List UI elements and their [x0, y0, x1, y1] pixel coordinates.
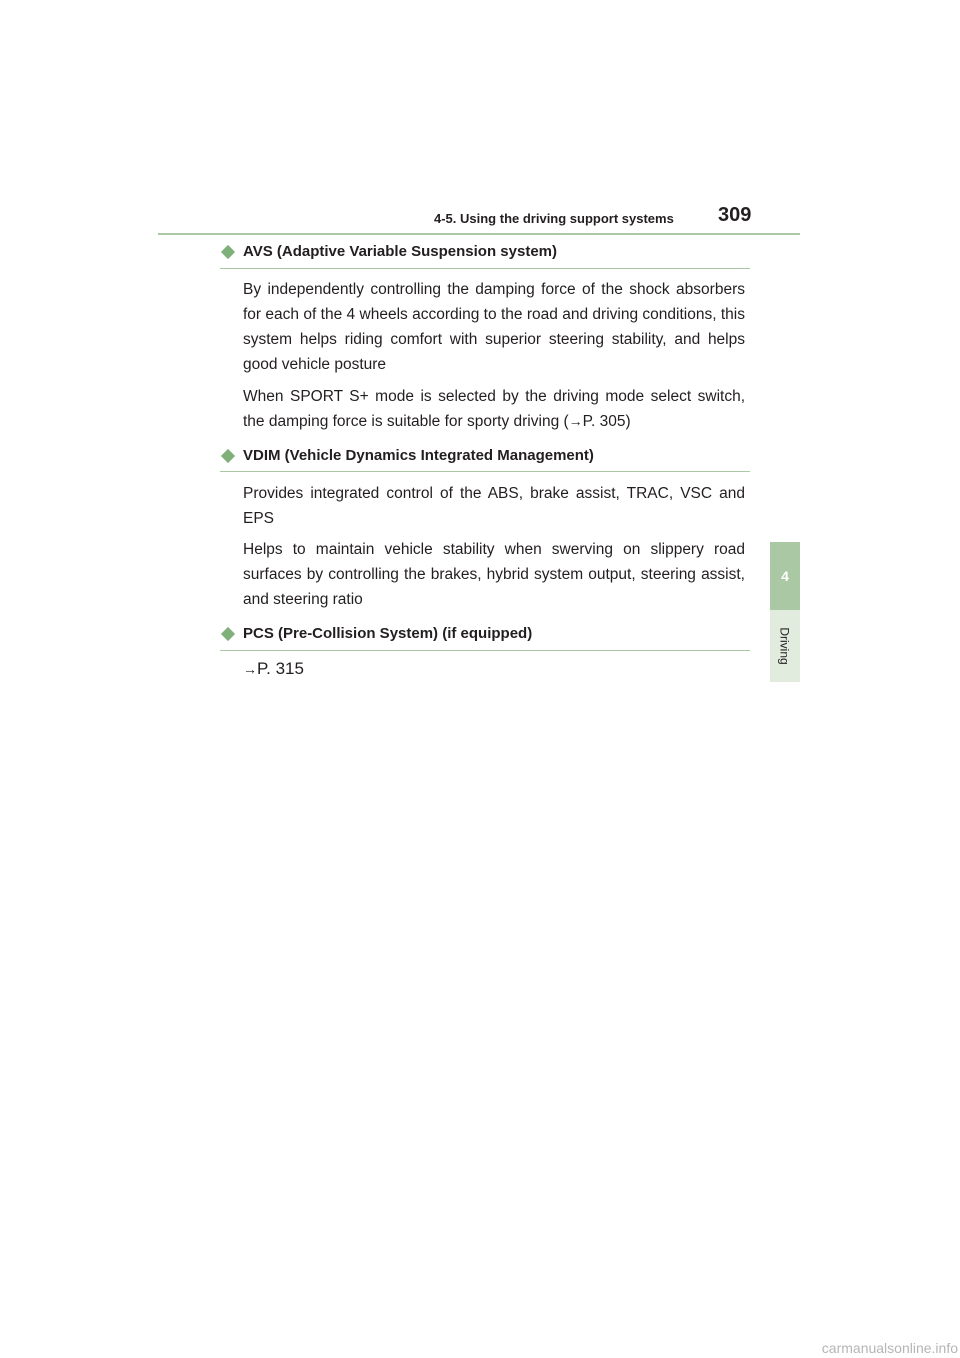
- section-divider-avs: [220, 268, 750, 269]
- diamond-bullet-icon: [221, 244, 235, 258]
- chapter-tab-number: 4: [770, 542, 800, 610]
- paragraph-vdim-stability: Helps to maintain vehicle stability when swerving on slippery road surfaces by controlling the brakes, hybrid system output, steering assist, and steering ratio: [243, 541, 745, 608]
- header-divider: [158, 233, 800, 235]
- section-divider-pcs: [220, 650, 750, 651]
- paragraph-avs-description: By independently controlling the damping force of the shock absorbers for each of the 4 wheels according to the road and driving conditions, this system helps riding comfort with superior steering stability, and helps good vehicle posture: [243, 281, 745, 373]
- page-number: 309: [718, 204, 752, 226]
- right-arrow-icon: →: [243, 661, 257, 677]
- section-heading-avs: [220, 243, 557, 260]
- diamond-bullet-icon: [221, 626, 235, 640]
- section-title-pcs: PCS (Pre-Collision System) (if equipped): [243, 625, 533, 642]
- section-title-avs: AVS (Adaptive Variable Suspension system): [243, 243, 557, 260]
- diamond-bullet-icon: [221, 448, 235, 462]
- paragraph-avs-sport-mode: When SPORT S+ mode is selected by the driving mode select switch, the damping force is suitable for sporty driving (→P. 305): [243, 388, 745, 430]
- page-reference-link[interactable]: P. 305: [582, 413, 626, 430]
- right-arrow-icon: →: [568, 413, 583, 429]
- chapter-tab-label: Driving: [778, 627, 792, 665]
- site-watermark: carmanualsonline.info: [821, 1340, 958, 1356]
- section-title-vdim: VDIM (Vehicle Dynamics Integrated Management): [243, 447, 594, 464]
- running-header-section: 4-5. Using the driving support systems: [434, 211, 674, 226]
- section-divider-vdim: [220, 471, 750, 472]
- section-heading-pcs: [220, 625, 532, 642]
- paragraph-vdim-control: Provides integrated control of the ABS, brake assist, TRAC, VSC and EPS: [243, 485, 745, 527]
- pcs-page-reference[interactable]: [243, 659, 304, 679]
- section-heading-vdim: [220, 447, 594, 464]
- page-reference-link[interactable]: P. 315: [257, 659, 304, 678]
